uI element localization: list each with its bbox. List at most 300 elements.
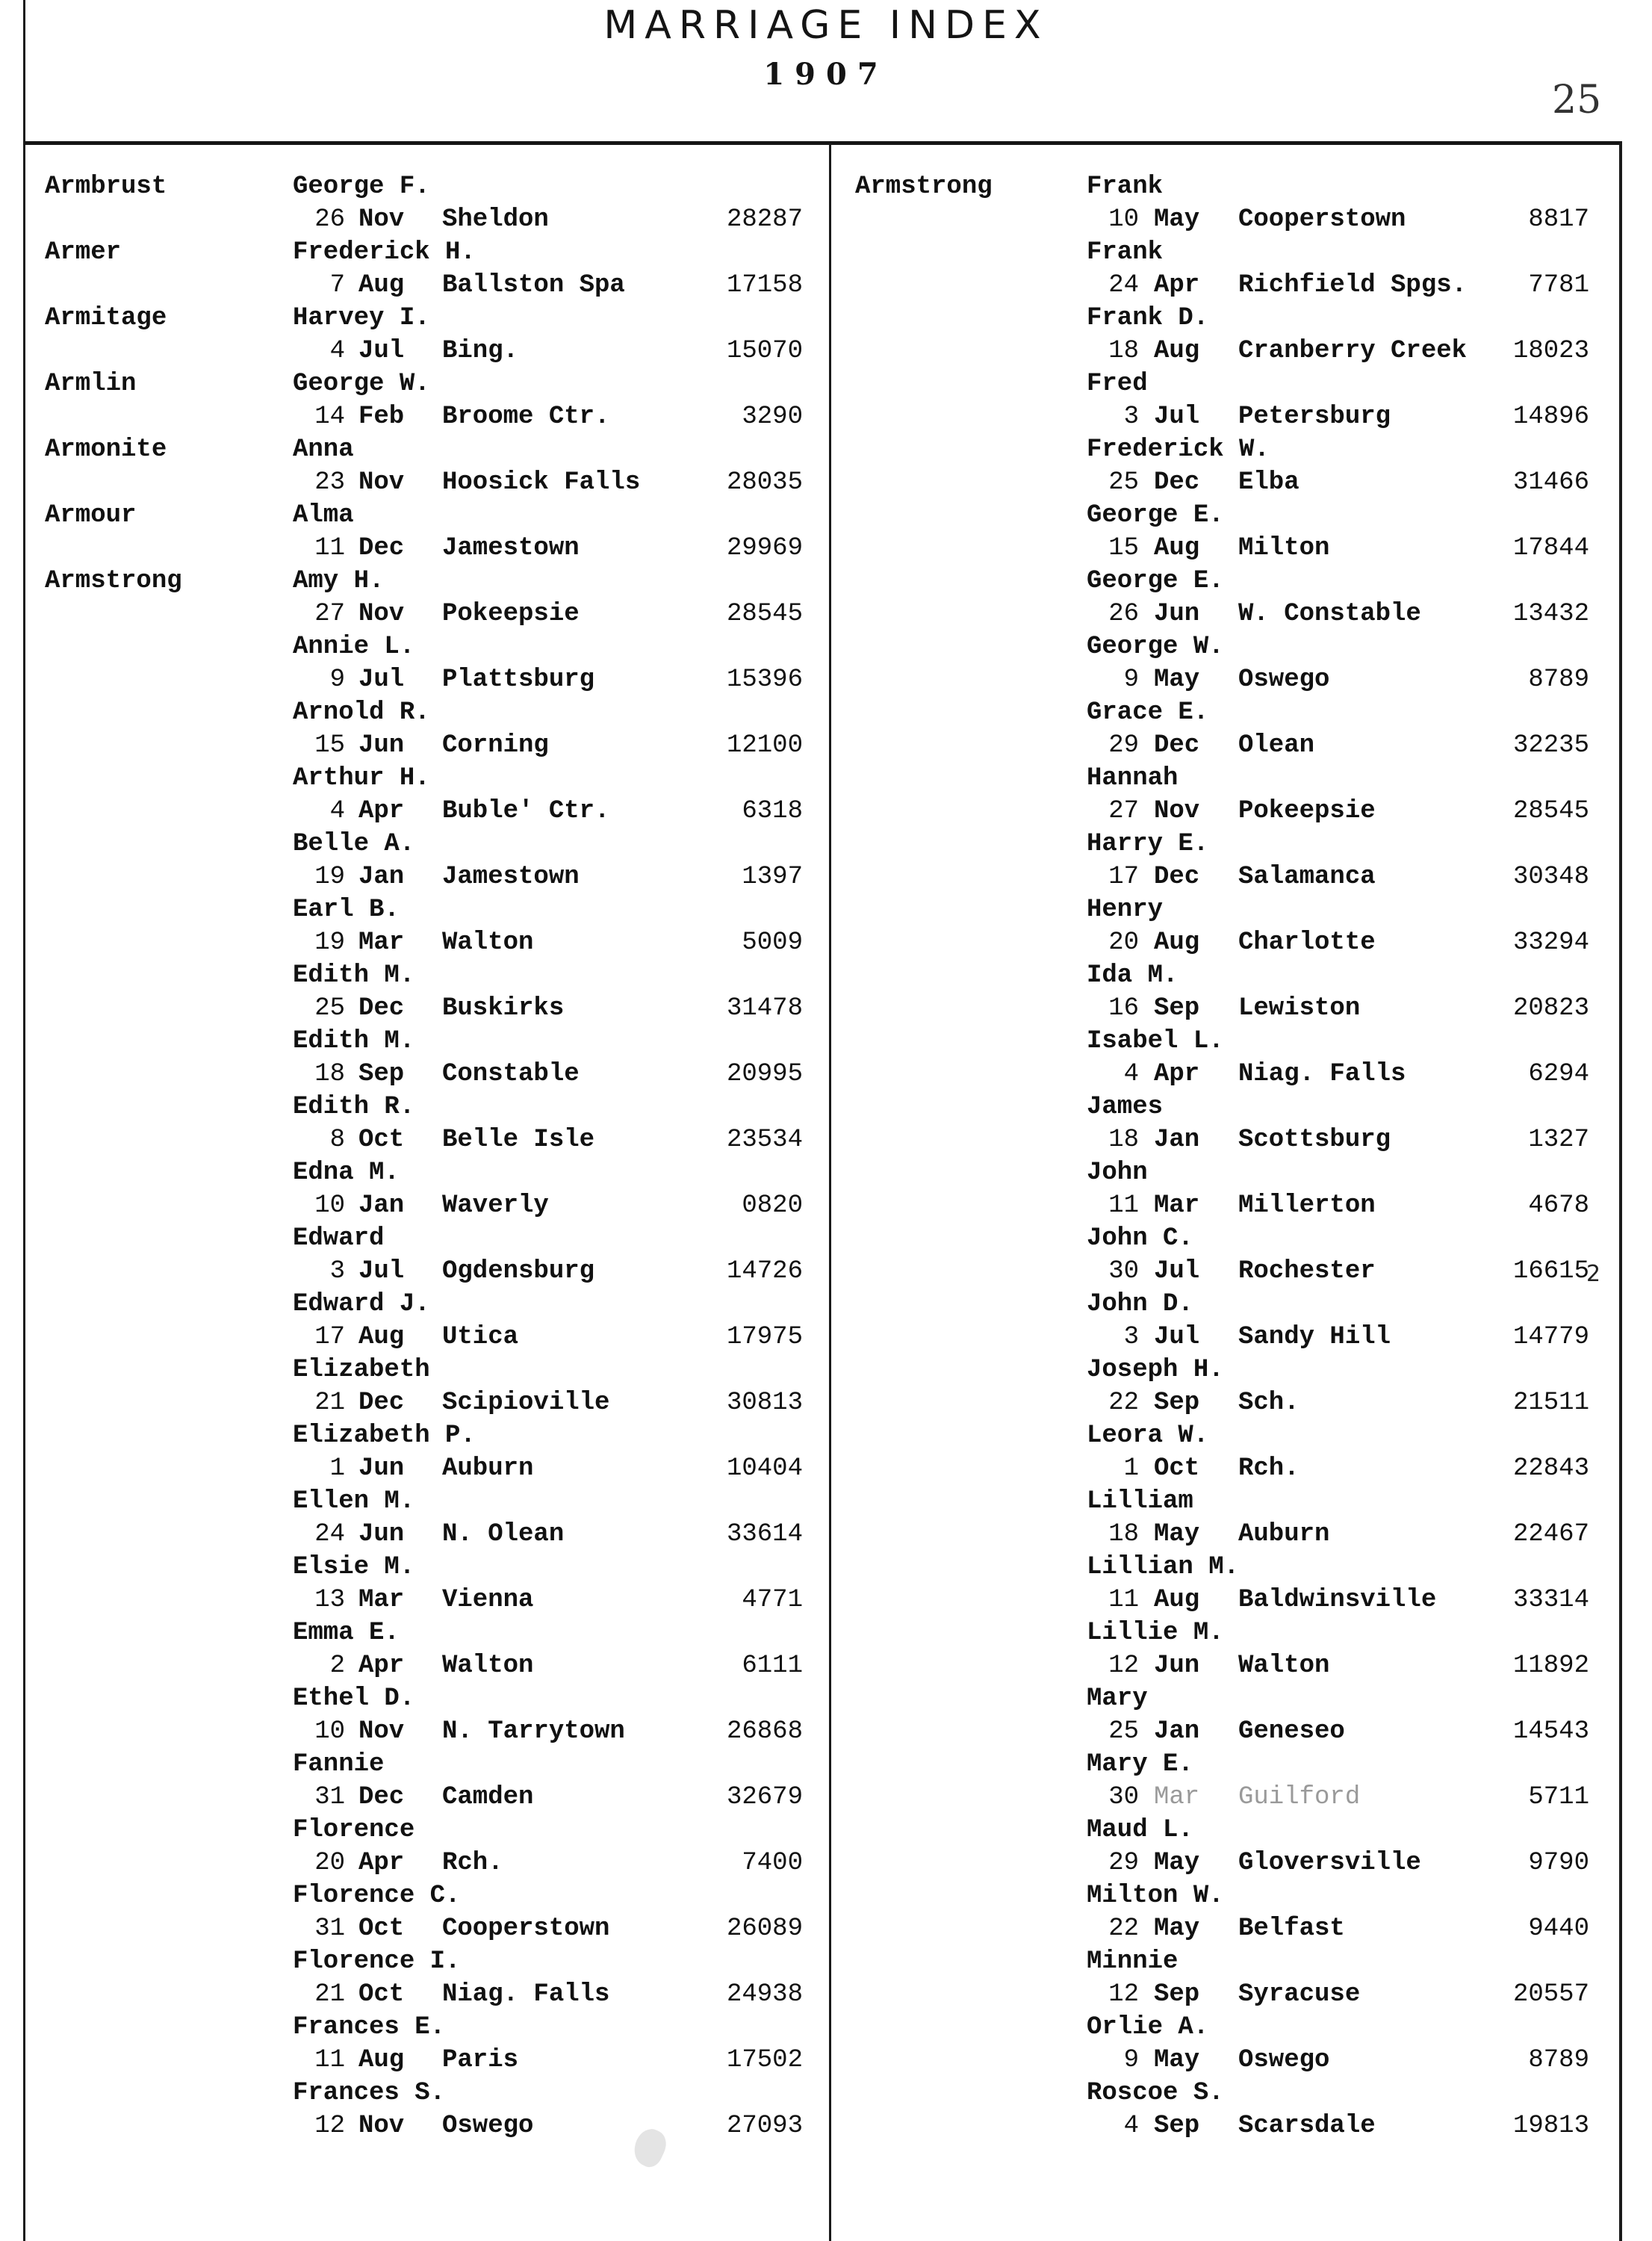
frame-right-border [1619, 141, 1622, 2241]
certificate-number: 7781 [1528, 271, 1589, 300]
given-name-label: George E. [1087, 567, 1224, 595]
certificate-number: 17502 [726, 2046, 803, 2074]
page-year: 1907 [763, 57, 889, 92]
given-name-label: Edith M. [293, 961, 415, 990]
marriage-day: 11 [1108, 1191, 1139, 1220]
marriage-day: 14 [314, 403, 345, 431]
given-name-label: Minnie [1087, 1947, 1179, 1976]
certificate-number: 33294 [1512, 929, 1589, 957]
marriage-place: Constable [442, 1060, 580, 1088]
given-name-label: George W. [293, 370, 430, 398]
index-entry [0, 959, 829, 1025]
marriage-month: May [1154, 666, 1200, 694]
marriage-month: Jan [1154, 1717, 1200, 1746]
given-name-label: Belle A. [293, 830, 415, 858]
marriage-day: 25 [1108, 468, 1139, 497]
certificate-number: 26868 [726, 1717, 803, 1746]
certificate-number: 33614 [726, 1520, 803, 1549]
index-entry [0, 2011, 829, 2077]
index-entry [0, 1551, 829, 1617]
given-name-label: John D. [1087, 1290, 1193, 1318]
index-column-right [831, 170, 1619, 2142]
marriage-place: Belle Isle [442, 1126, 595, 1154]
marriage-day: 4 [329, 337, 345, 365]
marriage-day: 13 [314, 1586, 345, 1614]
index-entry [831, 1682, 1619, 1748]
marriage-month: Sep [1154, 1980, 1200, 2009]
marriage-day: 23 [314, 468, 345, 497]
marriage-place: Oswego [1238, 666, 1330, 694]
given-name-label: Lilliam [1087, 1487, 1193, 1516]
index-entry [831, 959, 1619, 1025]
given-name-label: Ida M. [1087, 961, 1179, 990]
given-name-label: Isabel L. [1087, 1027, 1224, 1056]
marriage-day: 22 [1108, 1389, 1139, 1417]
index-entry [0, 302, 829, 368]
marriage-place: Walton [442, 929, 534, 957]
marriage-place: Cooperstown [1238, 205, 1406, 234]
marriage-place: Buble' Ctr. [442, 797, 610, 825]
index-entry [0, 1419, 829, 1485]
given-name-label: Arthur H. [293, 764, 430, 793]
marriage-month: Jun [358, 1520, 405, 1549]
given-name-label: Fred [1087, 370, 1148, 398]
marriage-place: Walton [1238, 1652, 1330, 1680]
index-column-left [0, 170, 829, 2142]
given-name-label: Frank D. [1087, 304, 1209, 332]
marriage-month: Oct [358, 1126, 405, 1154]
certificate-number: 15396 [726, 666, 803, 694]
marriage-day: 16 [1108, 994, 1139, 1023]
surname-label: Armitage [45, 304, 167, 332]
marriage-day: 10 [314, 1717, 345, 1746]
marriage-day: 12 [1108, 1652, 1139, 1680]
surname-label: Armonite [45, 436, 167, 464]
index-entry [831, 1748, 1619, 1814]
certificate-number: 22467 [1512, 1520, 1589, 1549]
certificate-number: 32235 [1512, 731, 1589, 760]
certificate-number: 17975 [726, 1323, 803, 1351]
given-name-label: Alma [293, 501, 354, 530]
given-name-label: Ethel D. [293, 1684, 415, 1713]
marriage-month: Aug [358, 271, 405, 300]
marriage-day: 17 [314, 1323, 345, 1351]
marriage-month: Nov [358, 1717, 405, 1746]
certificate-number: 20557 [1512, 1980, 1589, 2009]
index-entry [831, 893, 1619, 959]
marriage-day: 30 [1108, 1257, 1139, 1286]
index-entry [831, 2077, 1619, 2142]
handwritten-annotation: 2 [1586, 1261, 1601, 1287]
marriage-day: 3 [329, 1257, 345, 1286]
certificate-number: 1327 [1528, 1126, 1589, 1154]
index-entry [0, 499, 829, 565]
index-entry [831, 1419, 1619, 1485]
marriage-month: Dec [358, 994, 405, 1023]
given-name-label: Fannie [293, 1750, 385, 1779]
marriage-place: Scarsdale [1238, 2112, 1376, 2140]
given-name-label: Frances E. [293, 2013, 446, 2042]
marriage-place: Cooperstown [442, 1915, 610, 1943]
index-entry [0, 1156, 829, 1222]
certificate-number: 33314 [1512, 1586, 1589, 1614]
marriage-place: Rochester [1238, 1257, 1376, 1286]
marriage-place: Scottsburg [1238, 1126, 1391, 1154]
marriage-day: 27 [314, 600, 345, 628]
marriage-day: 25 [314, 994, 345, 1023]
marriage-month: Jun [1154, 1652, 1200, 1680]
marriage-place: Syracuse [1238, 1980, 1361, 2009]
marriage-place: Guilford [1238, 1783, 1361, 1811]
certificate-number: 23534 [726, 1126, 803, 1154]
marriage-place: Auburn [1238, 1520, 1330, 1549]
given-name-label: Lillie M. [1087, 1619, 1224, 1647]
marriage-day: 11 [314, 534, 345, 562]
index-entry [831, 1485, 1619, 1551]
index-entry [831, 1879, 1619, 1945]
marriage-month: May [1154, 1849, 1200, 1877]
marriage-day: 29 [1108, 1849, 1139, 1877]
marriage-month: Mar [358, 1586, 405, 1614]
given-name-label: Mary [1087, 1684, 1148, 1713]
marriage-month: Mar [358, 929, 405, 957]
certificate-number: 11892 [1512, 1652, 1589, 1680]
marriage-place: Petersburg [1238, 403, 1391, 431]
page-number: 25 [1552, 78, 1602, 123]
marriage-place: Sch. [1238, 1389, 1299, 1417]
certificate-number: 24938 [726, 1980, 803, 2009]
marriage-place: Oswego [442, 2112, 534, 2140]
marriage-place: Ballston Spa [442, 271, 625, 300]
given-name-label: Ellen M. [293, 1487, 415, 1516]
marriage-month: Sep [1154, 994, 1200, 1023]
index-entry [831, 170, 1619, 236]
marriage-place: Pokeepsie [442, 600, 580, 628]
marriage-place: Bing. [442, 337, 519, 365]
marriage-day: 12 [314, 2112, 345, 2140]
certificate-number: 13432 [1512, 600, 1589, 628]
marriage-month: Dec [1154, 468, 1200, 497]
marriage-month: Sep [358, 1060, 405, 1088]
marriage-place: Niag. Falls [1238, 1060, 1406, 1088]
marriage-day: 4 [1123, 1060, 1139, 1088]
given-name-label: Edward J. [293, 1290, 430, 1318]
marriage-month: Sep [1154, 1389, 1200, 1417]
marriage-day: 27 [1108, 797, 1139, 825]
certificate-number: 6294 [1528, 1060, 1589, 1088]
given-name-label: Maud L. [1087, 1816, 1193, 1844]
marriage-month: Jul [358, 1257, 405, 1286]
given-name-label: Joseph H. [1087, 1356, 1224, 1384]
index-entry [0, 630, 829, 696]
marriage-place: N. Tarrytown [442, 1717, 625, 1746]
certificate-number: 29969 [726, 534, 803, 562]
marriage-day: 11 [314, 2046, 345, 2074]
marriage-day: 24 [314, 1520, 345, 1549]
marriage-month: Aug [1154, 337, 1200, 365]
index-entry [0, 696, 829, 762]
given-name-label: Florence I. [293, 1947, 461, 1976]
certificate-number: 22843 [1512, 1454, 1589, 1483]
marriage-month: Mar [1154, 1191, 1200, 1220]
marriage-place: Belfast [1238, 1915, 1345, 1943]
marriage-place: Lewiston [1238, 994, 1361, 1023]
marriage-month: Nov [1154, 797, 1200, 825]
given-name-label: Anna [293, 436, 354, 464]
index-entry [0, 1617, 829, 1682]
marriage-day: 3 [1123, 1323, 1139, 1351]
marriage-month: Apr [1154, 1060, 1200, 1088]
marriage-day: 9 [1123, 2046, 1139, 2074]
certificate-number: 6111 [742, 1652, 803, 1680]
given-name-label: Mary E. [1087, 1750, 1193, 1779]
surname-label: Armstrong [45, 567, 182, 595]
given-name-label: James [1087, 1093, 1164, 1121]
marriage-day: 31 [314, 1783, 345, 1811]
surname-label: Armstrong [855, 173, 993, 201]
marriage-month: Nov [358, 468, 405, 497]
marriage-place: Millerton [1238, 1191, 1376, 1220]
marriage-day: 29 [1108, 731, 1139, 760]
marriage-place: Auburn [442, 1454, 534, 1483]
marriage-day: 17 [1108, 863, 1139, 891]
marriage-day: 1 [1123, 1454, 1139, 1483]
given-name-label: Lillian M. [1087, 1553, 1240, 1581]
marriage-place: Jamestown [442, 534, 580, 562]
marriage-place: Buskirks [442, 994, 565, 1023]
certificate-number: 6318 [742, 797, 803, 825]
index-entry [0, 1222, 829, 1288]
marriage-month: Aug [1154, 1586, 1200, 1614]
index-entry [831, 565, 1619, 630]
marriage-day: 31 [314, 1915, 345, 1943]
certificate-number: 3290 [742, 403, 803, 431]
marriage-place: Corning [442, 731, 549, 760]
marriage-month: Jul [1154, 403, 1200, 431]
index-entry [0, 170, 829, 236]
given-name-label: Harry E. [1087, 830, 1209, 858]
index-entry [831, 762, 1619, 828]
marriage-day: 19 [314, 929, 345, 957]
marriage-place: N. Olean [442, 1520, 565, 1549]
marriage-month: Dec [358, 1783, 405, 1811]
marriage-day: 12 [1108, 1980, 1139, 2009]
index-entry [831, 368, 1619, 433]
certificate-number: 28545 [1512, 797, 1589, 825]
marriage-place: Milton [1238, 534, 1330, 562]
index-entry [831, 1617, 1619, 1682]
marriage-day: 24 [1108, 271, 1139, 300]
index-entry [831, 302, 1619, 368]
given-name-label: Florence C. [293, 1882, 461, 1910]
marriage-place: Scipioville [442, 1389, 610, 1417]
marriage-day: 4 [329, 797, 345, 825]
marriage-place: Waverly [442, 1191, 549, 1220]
given-name-label: Milton W. [1087, 1882, 1224, 1910]
certificate-number: 9790 [1528, 1849, 1589, 1877]
marriage-day: 9 [1123, 666, 1139, 694]
marriage-month: Aug [1154, 534, 1200, 562]
marriage-day: 15 [314, 731, 345, 760]
surname-label: Armlin [45, 370, 137, 398]
marriage-day: 18 [1108, 1520, 1139, 1549]
marriage-month: Sep [1154, 2112, 1200, 2140]
marriage-month: Apr [358, 1849, 405, 1877]
given-name-label: Hannah [1087, 764, 1179, 793]
marriage-month: Apr [358, 1652, 405, 1680]
marriage-day: 26 [1108, 600, 1139, 628]
marriage-day: 21 [314, 1389, 345, 1417]
index-entry [0, 1814, 829, 1879]
certificate-number: 30813 [726, 1389, 803, 1417]
index-entry [0, 2077, 829, 2142]
certificate-number: 19813 [1512, 2112, 1589, 2140]
marriage-place: Ogdensburg [442, 1257, 595, 1286]
marriage-month: Mar [1154, 1783, 1200, 1811]
index-entry [831, 2011, 1619, 2077]
marriage-place: Rch. [1238, 1454, 1299, 1483]
marriage-day: 3 [1123, 403, 1139, 431]
given-name-label: Edna M. [293, 1159, 400, 1187]
marriage-month: Jun [1154, 600, 1200, 628]
index-entry [0, 1945, 829, 2011]
certificate-number: 31466 [1512, 468, 1589, 497]
marriage-month: Nov [358, 600, 405, 628]
marriage-place: Charlotte [1238, 929, 1376, 957]
marriage-day: 1 [329, 1454, 345, 1483]
certificate-number: 8817 [1528, 205, 1589, 234]
index-entry [0, 1682, 829, 1748]
marriage-month: Dec [1154, 731, 1200, 760]
index-entry [0, 1354, 829, 1419]
given-name-label: Arnold R. [293, 698, 430, 727]
marriage-month: Jan [358, 1191, 405, 1220]
certificate-number: 10404 [726, 1454, 803, 1483]
marriage-month: Nov [358, 205, 405, 234]
marriage-place: Olean [1238, 731, 1315, 760]
given-name-label: Harvey I. [293, 304, 430, 332]
index-entry [0, 1748, 829, 1814]
given-name-label: Frances S. [293, 2079, 446, 2107]
marriage-month: Aug [358, 2046, 405, 2074]
given-name-label: John [1087, 1159, 1148, 1187]
given-name-label: George E. [1087, 501, 1224, 530]
index-entry [831, 1222, 1619, 1288]
given-name-label: George W. [1087, 633, 1224, 661]
given-name-label: Frank [1087, 238, 1164, 267]
marriage-day: 18 [1108, 337, 1139, 365]
certificate-number: 20995 [726, 1060, 803, 1088]
marriage-month: Dec [1154, 863, 1200, 891]
marriage-place: Paris [442, 2046, 519, 2074]
given-name-label: Elizabeth P. [293, 1422, 476, 1450]
marriage-place: Pokeepsie [1238, 797, 1376, 825]
marriage-month: Jul [1154, 1323, 1200, 1351]
marriage-day: 22 [1108, 1915, 1139, 1943]
surname-label: Armour [45, 501, 137, 530]
marriage-place: Richfield Spgs. [1238, 271, 1468, 300]
given-name-label: Edith M. [293, 1027, 415, 1056]
certificate-number: 4678 [1528, 1191, 1589, 1220]
certificate-number: 17844 [1512, 534, 1589, 562]
marriage-place: Rch. [442, 1849, 503, 1877]
marriage-month: Feb [358, 403, 405, 431]
marriage-month: Aug [358, 1323, 405, 1351]
index-entry [831, 1354, 1619, 1419]
given-name-label: Edith R. [293, 1093, 415, 1121]
marriage-day: 20 [314, 1849, 345, 1877]
index-entry [831, 630, 1619, 696]
marriage-place: Gloversville [1238, 1849, 1421, 1877]
marriage-day: 20 [1108, 929, 1139, 957]
given-name-label: George F. [293, 173, 430, 201]
marriage-month: Jul [358, 666, 405, 694]
index-entry [831, 499, 1619, 565]
index-entry [831, 828, 1619, 893]
marriage-day: 30 [1108, 1783, 1139, 1811]
index-entry [831, 1288, 1619, 1354]
given-name-label: Annie L. [293, 633, 415, 661]
given-name-label: Amy H. [293, 567, 385, 595]
certificate-number: 26089 [726, 1915, 803, 1943]
given-name-label: Emma E. [293, 1619, 400, 1647]
surname-label: Armer [45, 238, 122, 267]
marriage-place: Walton [442, 1652, 534, 1680]
given-name-label: Edward [293, 1224, 385, 1253]
given-name-label: Florence [293, 1816, 415, 1844]
marriage-month: May [1154, 2046, 1200, 2074]
index-entry [831, 696, 1619, 762]
index-entry [0, 236, 829, 302]
marriage-month: Dec [358, 534, 405, 562]
marriage-month: Jan [1154, 1126, 1200, 1154]
index-entry [0, 368, 829, 433]
given-name-label: Frank [1087, 173, 1164, 201]
index-entry [831, 1945, 1619, 2011]
certificate-number: 14779 [1512, 1323, 1589, 1351]
marriage-month: Oct [358, 1980, 405, 2009]
marriage-place: Jamestown [442, 863, 580, 891]
given-name-label: Elizabeth [293, 1356, 430, 1384]
certificate-number: 27093 [726, 2112, 803, 2140]
marriage-day: 11 [1108, 1586, 1139, 1614]
index-entry [0, 893, 829, 959]
certificate-number: 9440 [1528, 1915, 1589, 1943]
marriage-day: 9 [329, 666, 345, 694]
marriage-month: Oct [1154, 1454, 1200, 1483]
certificate-number: 20823 [1512, 994, 1589, 1023]
certificate-number: 28545 [726, 600, 803, 628]
certificate-number: 28287 [726, 205, 803, 234]
certificate-number: 5009 [742, 929, 803, 957]
certificate-number: 30348 [1512, 863, 1589, 891]
marriage-place: Elba [1238, 468, 1299, 497]
given-name-label: Elsie M. [293, 1553, 415, 1581]
index-entry [0, 565, 829, 630]
certificate-number: 8789 [1528, 666, 1589, 694]
given-name-label: Henry [1087, 896, 1164, 924]
certificate-number: 17158 [726, 271, 803, 300]
marriage-day: 15 [1108, 534, 1139, 562]
given-name-label: Leora W. [1087, 1422, 1209, 1450]
given-name-label: Earl B. [293, 896, 400, 924]
marriage-month: Aug [1154, 929, 1200, 957]
marriage-place: Niag. Falls [442, 1980, 610, 2009]
index-entry [831, 236, 1619, 302]
index-entry [0, 762, 829, 828]
marriage-place: W. Constable [1238, 600, 1421, 628]
index-entry [831, 1156, 1619, 1222]
